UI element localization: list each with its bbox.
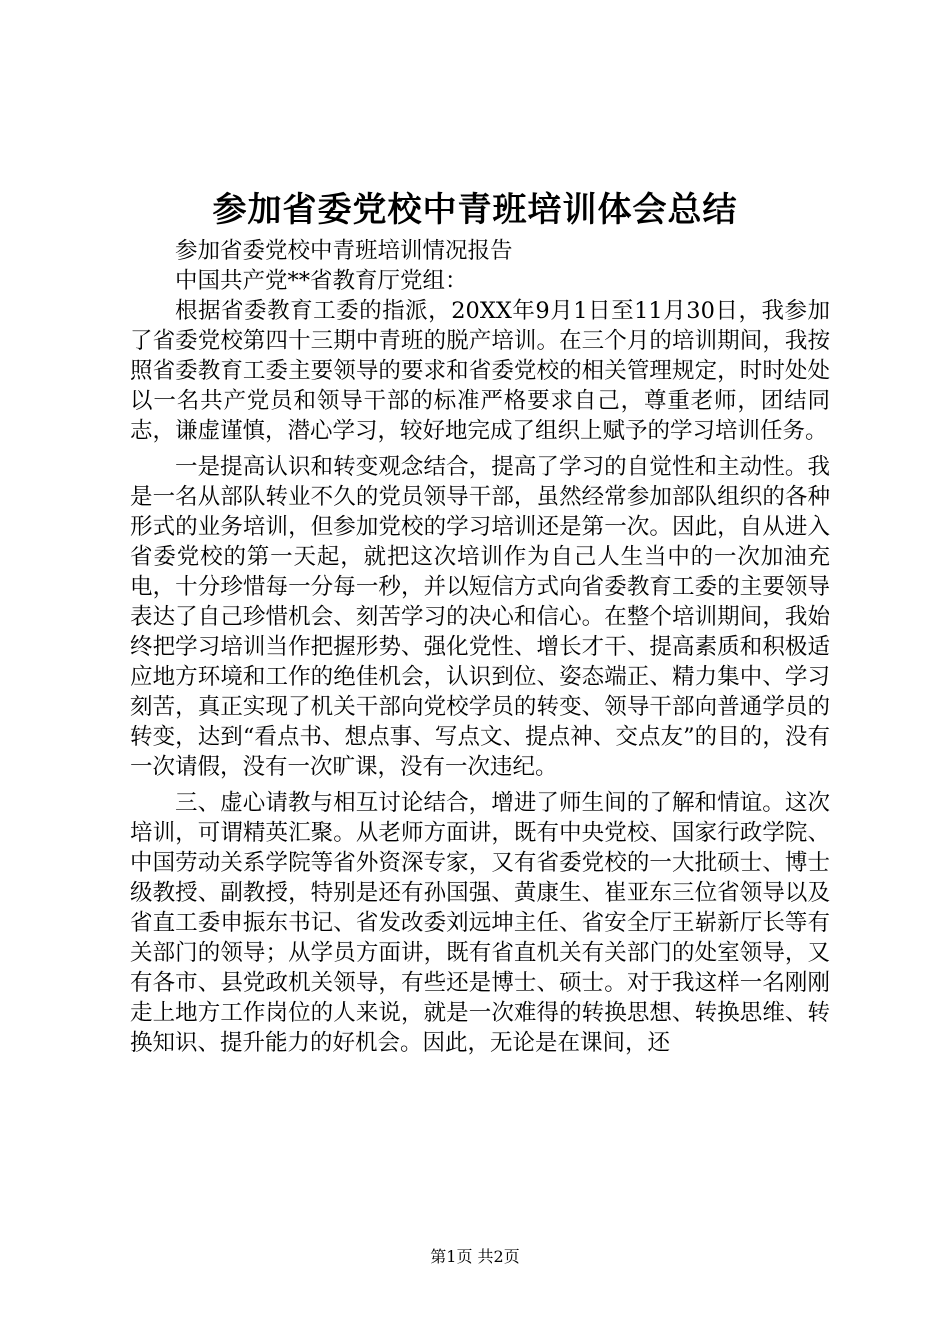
paragraph-point-three: 三、虚心请教与相互讨论结合，增进了师生间的了解和情谊。这次培训，可谓精英汇聚。从老师方面讲，既有中央党校、国家行政学院、中国劳动关系学院等省外资深专家，又有省委党校的一大批硕士、博士级教授、副教授，特别是还有孙国强、黄康生、崔亚东三位省领导以及省直工委申振东书记、省发改委刘远坤主任、省安全厅王崭新厅长等有关部门的领导；从学员方面讲，既有省直机关有关部门的处室领导，又有各市、县党政机关领导，有些还是博士、硕士。对于我这样一名刚刚走上地方工作岗位的人来说，就是一次难得的转换思想、转换思维、转换知识、提升能力的好机会。因此，无论是在课间，还 bbox=[130, 790, 830, 1056]
page-footer: 第1页 共2页 bbox=[430, 1247, 520, 1266]
report-subtitle: 参加省委党校中青班培训情况报告 bbox=[175, 238, 513, 264]
document-title: 参加省委党校中青班培训体会总结 bbox=[212, 190, 738, 230]
paragraph-point-one: 一是提高认识和转变观念结合，提高了学习的自觉性和主动性。我是一名从部队转业不久的党员领导干部，虽然经常参加部队组织的各种形式的业务培训，但参加党校的学习培训还是第一次。因此，自从进入省委党校的第一天起，就把这次培训作为自己人生当中的一次加油充电，十分珍惜每一分每一秒，并以短信方式向省委教育工委的主要领导表达了自己珍惜机会、刻苦学习的决心和信心。在整个培训期间，我始终把学习培训当作把握形势、强化党性、增长才干、提高素质和积极适应地方环境和工作的绝佳机会，认识到位、姿态端正、精力集中、学习刻苦，真正实现了机关干部向党校学员的转变、领导干部向普通学员的转变，达到“看点书、想点事、写点文、提点神、交点友”的目的，没有一次请假，没有一次旷课，没有一次违纪。 bbox=[130, 454, 830, 780]
document-body bbox=[130, 236, 830, 1064]
salutation: 中国共产党**省教育厅党组： bbox=[175, 268, 468, 294]
paragraph-intro: 根据省委教育工委的指派，20XX年9月1日至11月30日，我参加了省委党校第四十三期中青班的脱产培训。在三个月的培训期间，我按照省委教育工委主要领导的要求和省委党校的相关管理规定，时时处处以一名共产党员和领导干部的标准严格要求自己，尊重老师，团结同志，谦虚谨慎，潜心学习，较好地完成了组织上赋予的学习培训任务。 bbox=[130, 298, 830, 444]
